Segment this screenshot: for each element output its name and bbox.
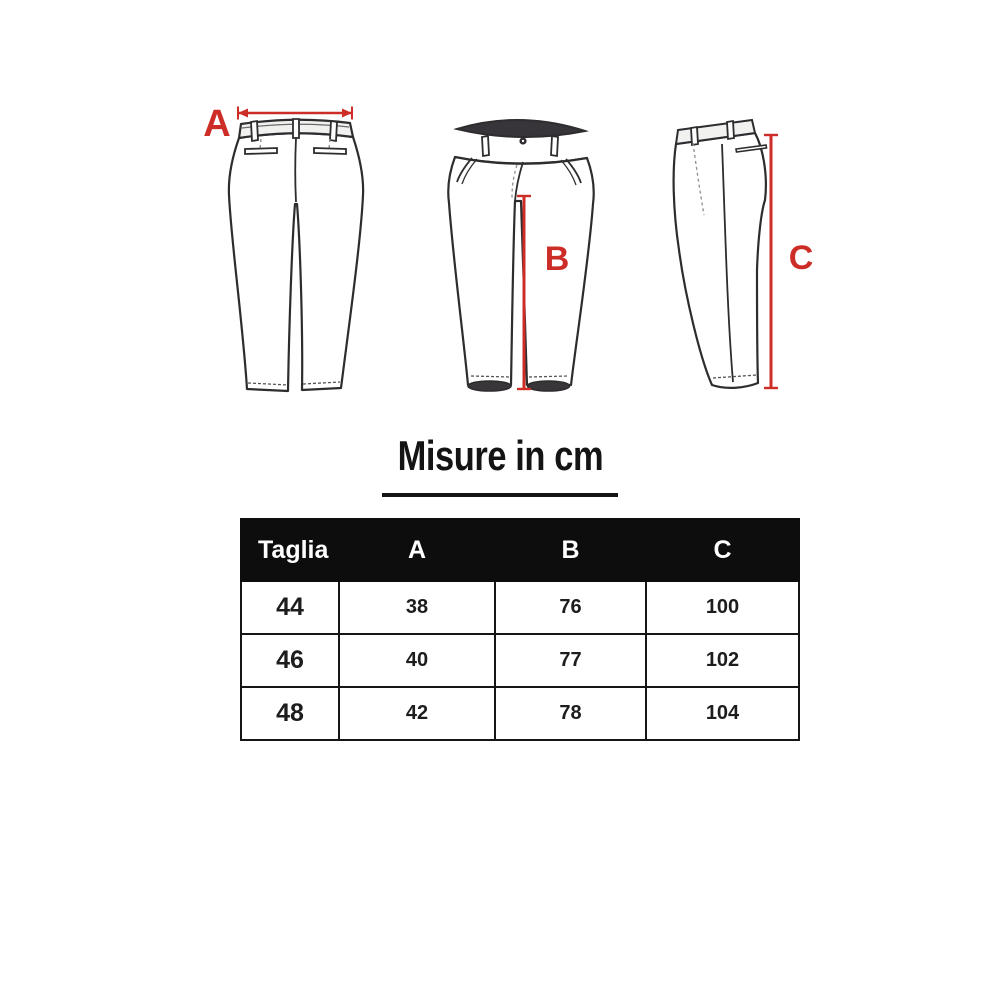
header-cell-b: B xyxy=(495,519,646,581)
cell-size: 44 xyxy=(241,581,339,634)
size-table-header xyxy=(241,519,799,581)
measure-c-label: C xyxy=(788,239,814,277)
table-row xyxy=(241,634,799,687)
cell-size: 46 xyxy=(241,634,339,687)
cell-a: 40 xyxy=(339,634,495,687)
pants-front-body xyxy=(448,157,594,385)
cell-a: 38 xyxy=(339,581,495,634)
front-belt-loops xyxy=(482,136,558,156)
pants-back-view-diagram xyxy=(193,80,385,420)
cell-b: 77 xyxy=(495,634,646,687)
size-table xyxy=(240,518,800,741)
cell-size: 48 xyxy=(241,687,339,740)
table-header-row xyxy=(241,519,799,581)
cell-a: 42 xyxy=(339,687,495,740)
measure-a-arrow xyxy=(238,107,352,120)
pants-side-body xyxy=(674,133,766,388)
table-row xyxy=(241,581,799,634)
page-title xyxy=(0,432,1000,479)
table-row xyxy=(241,687,799,740)
button-hole xyxy=(522,140,524,142)
title-underline xyxy=(382,493,618,497)
cell-b: 76 xyxy=(495,581,646,634)
waistband-inner-dark xyxy=(457,120,585,137)
header-cell-a: A xyxy=(339,519,495,581)
cell-c: 100 xyxy=(646,581,799,634)
center-back-seam xyxy=(295,138,296,202)
pants-side-view-diagram xyxy=(655,80,830,420)
measure-a-label: A xyxy=(203,103,231,145)
cell-c: 102 xyxy=(646,634,799,687)
page-title-text: Misure in cm xyxy=(397,432,603,479)
header-cell-taglia: Taglia xyxy=(241,519,339,581)
header-cell-c: C xyxy=(646,519,799,581)
cell-c: 104 xyxy=(646,687,799,740)
measure-b-label: B xyxy=(544,240,570,278)
cell-b: 78 xyxy=(495,687,646,740)
pants-front-view-diagram xyxy=(440,80,600,420)
